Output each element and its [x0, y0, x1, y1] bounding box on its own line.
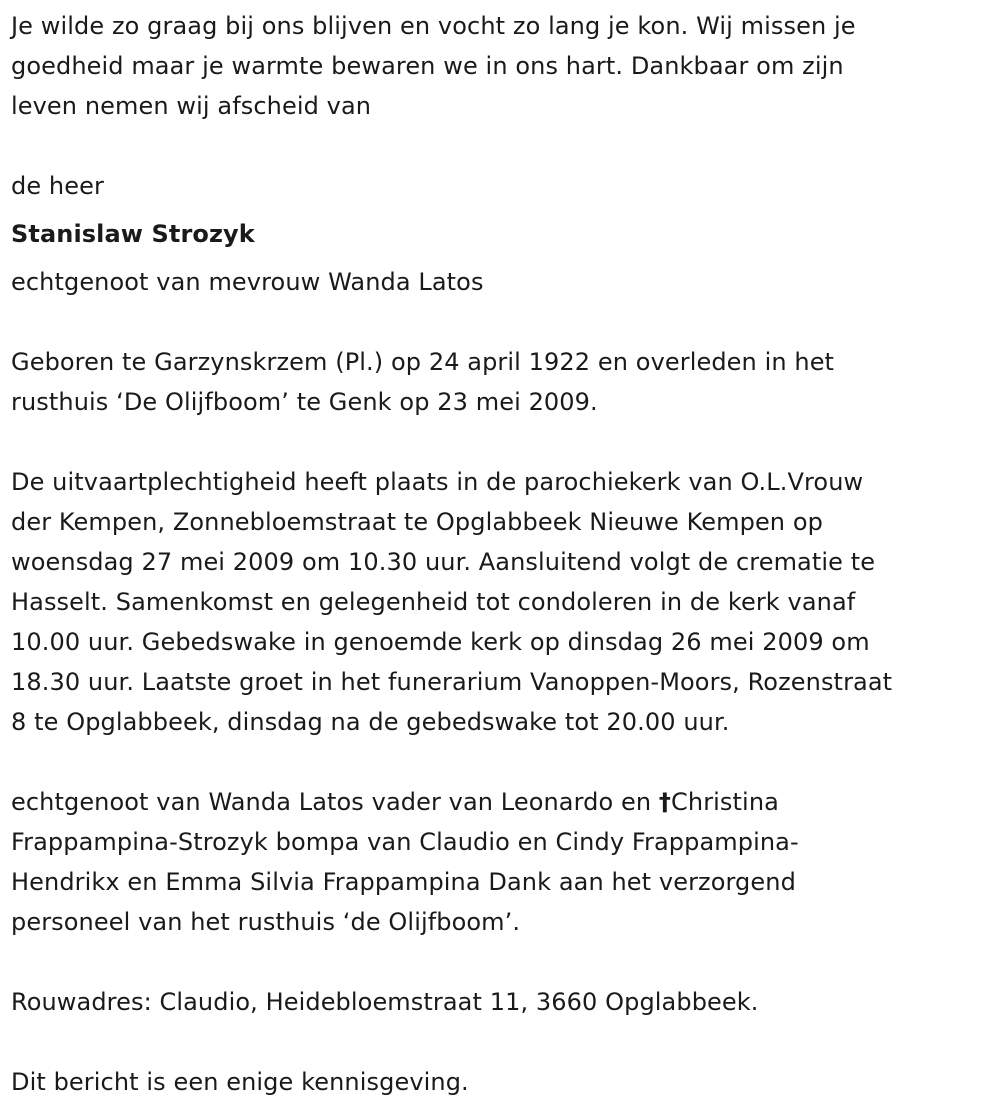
- funeral-paragraph: De uitvaartplechtigheid heeft plaats in de parochiekerk van O.L.Vrouw der Kempen, Zonnebloemstraat te Opglabbeek Nieuwe Kempen op woensdag 27 mei 2009 om 10.30 uur. Aansluitend volgt de crematie te Hasselt. Samenkomst en gelegenheid tot condoleren in de kerk vanaf 10.00 uur. Gebedswake in genoemde kerk op dinsdag 26 mei 2009 om 18.30 uur. Laatste groet in het funerarium Vanoppen-Moors, Rozenstraat 8 te Opglabbeek, dinsdag na de gebedswake tot 20.00 uur.: [11, 468, 893, 736]
- family-paragraph: [11, 782, 995, 942]
- spouse-line: echtgenoot van mevrouw Wanda Latos: [11, 268, 484, 296]
- address-line: Rouwadres: Claudio, Heidebloemstraat 11, 3660 Opglabbeek.: [11, 988, 759, 1016]
- honorific: de heer: [11, 172, 104, 200]
- opening-paragraph: Je wilde zo graag bij ons blijven en vocht zo lang je kon. Wij missen je goedheid maar je warmte bewaren we in ons hart. Dankbaar om zijn leven nemen wij afscheid van: [11, 12, 856, 120]
- family-text-end: Christina Frappampina-Strozyk bompa van Claudio en Cindy Frappampina- Hendrikx en Emma Silvia Frappampina Dank aan het verzorgend personeel van het rusthuis ‘de Olijfboom’.: [11, 788, 799, 936]
- birth-death-paragraph: Geboren te Garzynskrzem (Pl.) op 24 april 1922 en overleden in het rusthuis ‘De Olijfboom’ te Genk op 23 mei 2009.: [11, 348, 835, 416]
- death-notice: [11, 6, 995, 1102]
- cross-icon: †: [658, 788, 672, 816]
- deceased-name: Stanislaw Strozyk: [11, 220, 255, 248]
- family-text-start: echtgenoot van Wanda Latos vader van Leonardo en: [11, 788, 659, 816]
- closing-line: Dit bericht is een enige kennisgeving.: [11, 1068, 469, 1096]
